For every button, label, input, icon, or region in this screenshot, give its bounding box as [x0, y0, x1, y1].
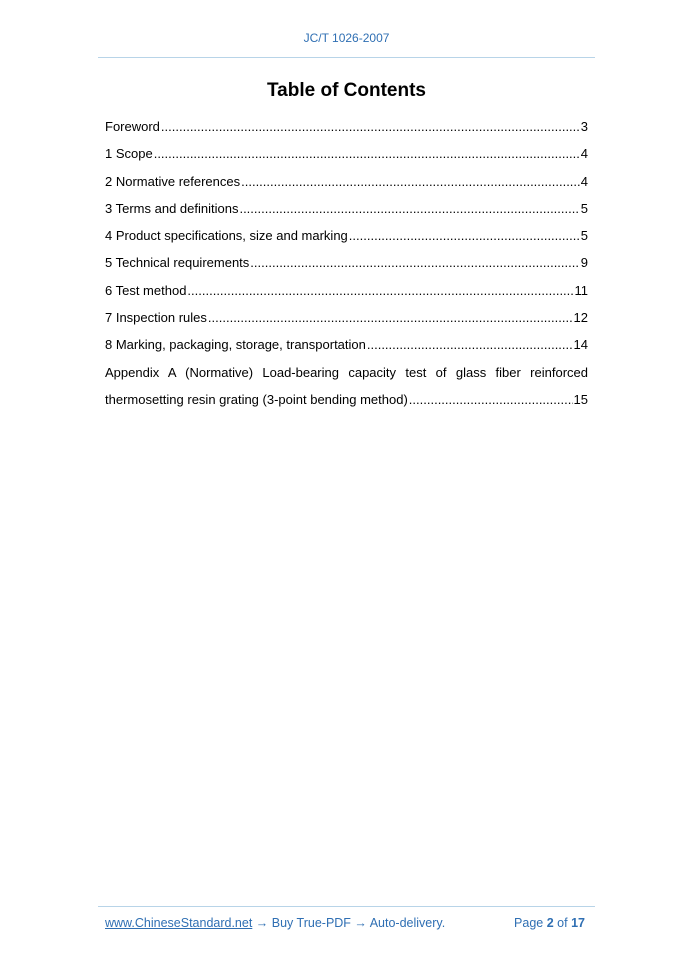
dot-leader	[409, 386, 573, 413]
page-word: Page	[514, 916, 544, 930]
header-divider	[98, 57, 595, 58]
toc-entry-label: 3 Terms and definitions	[105, 200, 239, 216]
toc-entry-page: 4	[580, 146, 588, 162]
dot-leader	[154, 140, 580, 167]
toc-entry-label: Foreword	[105, 119, 160, 134]
toc-entry-page: 14	[573, 337, 588, 353]
dot-leader	[187, 277, 573, 304]
toc-entry-foreword[interactable]	[105, 113, 588, 140]
toc-entry-page: 4	[580, 173, 588, 189]
toc-entry-page: 3	[580, 119, 588, 134]
toc-entry-label: 8 Marking, packaging, storage, transportation	[105, 337, 366, 353]
toc-title: Table of Contents	[266, 80, 427, 101]
footer-tagline: → Buy True-PDF → Auto-delivery.	[252, 916, 446, 930]
toc-entry-appendix-a-line1[interactable]	[105, 359, 588, 386]
footer-divider	[98, 906, 595, 907]
toc-entry-page: 9	[580, 255, 588, 271]
page-indicator	[514, 916, 585, 930]
current-page-number: 2	[546, 916, 554, 930]
page-of-word: of	[557, 916, 568, 930]
dot-leader	[367, 331, 573, 358]
dot-leader	[161, 113, 580, 140]
dot-leader	[241, 168, 580, 195]
toc-entry-appendix-a-line2[interactable]	[105, 386, 588, 413]
toc-entry-test-method[interactable]	[105, 277, 588, 304]
toc-entry-label: 7 Inspection rules	[105, 310, 207, 326]
toc-entry-label: 6 Test method	[105, 282, 187, 298]
toc-entry-label: 2 Normative references	[105, 173, 241, 189]
toc-list	[105, 113, 588, 413]
toc-entry-page: 15	[573, 391, 588, 407]
chinesestandard-link[interactable]: www.ChineseStandard.net	[105, 916, 253, 930]
page-header	[0, 31, 693, 45]
toc-entry-label: 1 Scope	[105, 146, 153, 162]
toc-entry-marking-packaging[interactable]	[105, 331, 588, 358]
toc-entry-label: thermosetting resin grating (3-point bending method)	[105, 391, 408, 407]
toc-entry-normative-references[interactable]	[105, 168, 588, 195]
footer-promo	[105, 916, 445, 930]
page-footer	[105, 916, 585, 930]
toc-entry-page: 12	[573, 310, 588, 326]
toc-entry-technical-requirements[interactable]	[105, 249, 588, 276]
dot-leader	[239, 195, 579, 222]
toc-entry-inspection-rules[interactable]	[105, 304, 588, 331]
toc-entry-page: 5	[580, 200, 588, 216]
toc-entry-label: Appendix A (Normative) Load-bearing capacity test of glass fiber reinforced	[105, 364, 588, 380]
dot-leader	[349, 222, 580, 249]
toc-entry-scope[interactable]	[105, 140, 588, 167]
toc-entry-label: 5 Technical requirements	[105, 255, 250, 271]
document-code: JC/T 1026-2007	[303, 31, 390, 45]
total-page-count: 17	[571, 916, 585, 930]
toc-entry-page: 5	[580, 228, 588, 244]
toc-entry-page: 11	[574, 282, 588, 298]
toc-entry-product-specifications[interactable]	[105, 222, 588, 249]
toc-entry-terms-definitions[interactable]	[105, 195, 588, 222]
toc-entry-label: 4 Product specifications, size and marking	[105, 228, 348, 244]
dot-leader	[208, 304, 573, 331]
dot-leader	[250, 249, 579, 276]
